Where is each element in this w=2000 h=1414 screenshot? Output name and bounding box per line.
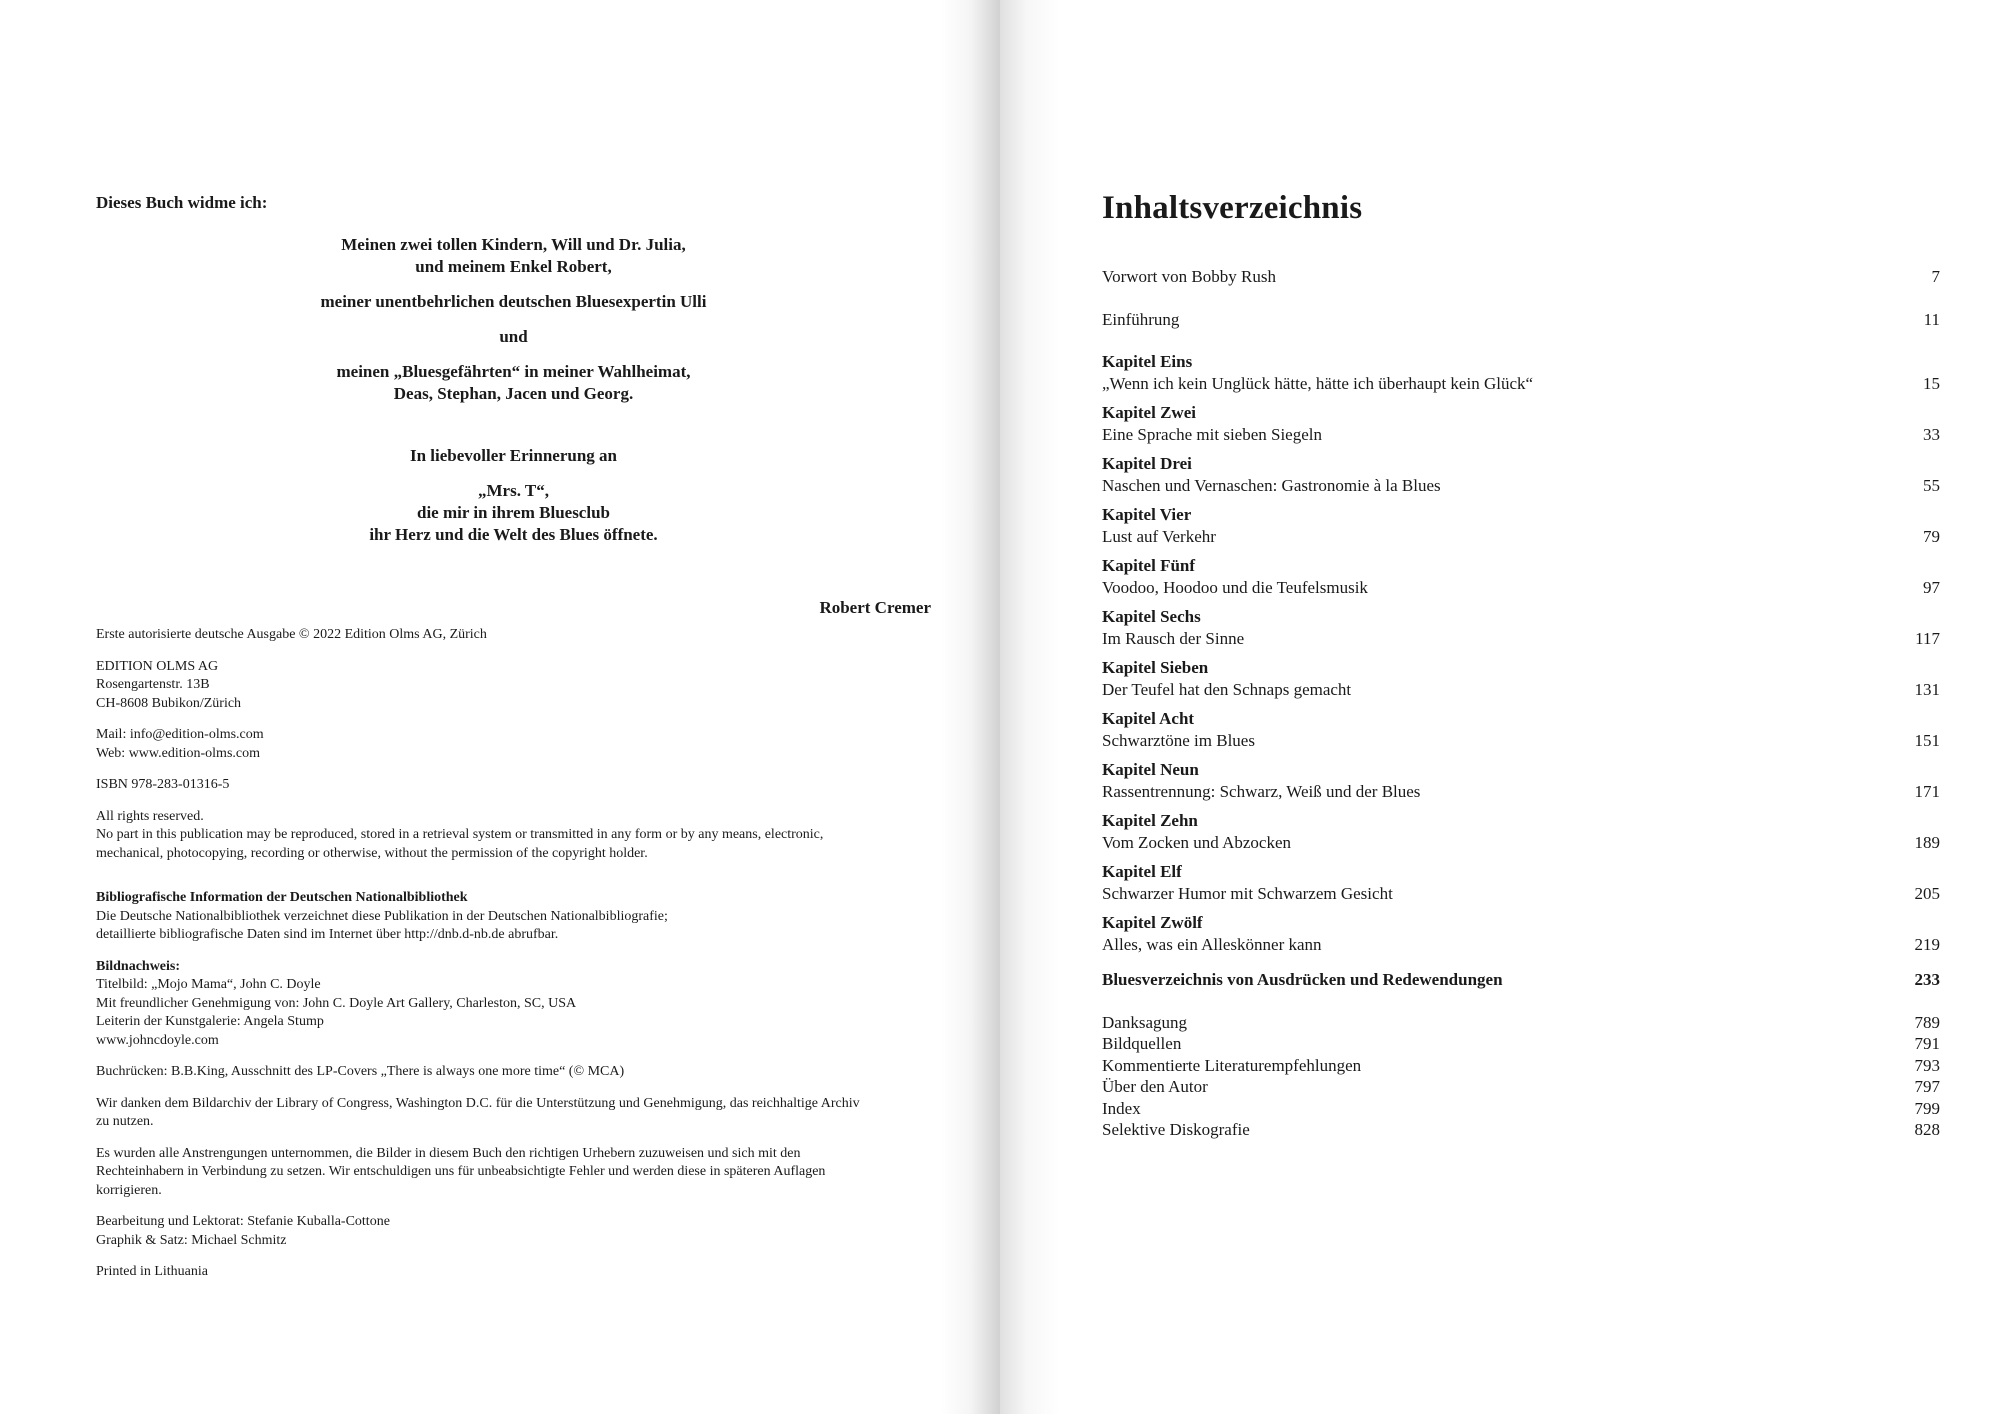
imprint-rights (96, 808, 956, 864)
toc-page-number: 797 (1914, 1077, 1940, 1096)
dedication-line: und (499, 327, 528, 346)
toc-entry (1102, 309, 1940, 331)
toc-chapter-label: Kapitel Zehn (1102, 811, 1198, 830)
imprint-line: Leiterin der Kunstgalerie: Angela Stump (96, 1014, 324, 1029)
toc-page-number: 117 (1915, 628, 1940, 648)
toc-page-number: 171 (1914, 781, 1940, 801)
toc-chapter-label: Kapitel Sieben (1102, 658, 1209, 677)
imprint-line: Rosengartenstr. 13B (96, 677, 210, 692)
toc-chapter-title: Lust auf Verkehr (1102, 526, 1216, 546)
imprint-publisher (96, 658, 956, 714)
toc-entry (1102, 1055, 1940, 1077)
imprint-line: All rights reserved. (96, 808, 204, 824)
toc-chapter (1102, 402, 1940, 445)
imprint-line: korrigieren. (96, 1182, 162, 1198)
toc-chapter-title: Eine Sprache mit sieben Siegeln (1102, 424, 1322, 444)
toc-entry-title: Index (1102, 1098, 1141, 1118)
toc-chapter (1102, 759, 1940, 802)
toc-chapter-label: Kapitel Vier (1102, 505, 1192, 524)
toc-page-number: 189 (1914, 832, 1940, 852)
toc-entry-title: Bildquellen (1102, 1034, 1182, 1053)
toc-entry (1102, 1098, 1940, 1120)
right-page (1000, 0, 2000, 1414)
imprint (96, 626, 956, 1295)
toc-chapter (1102, 708, 1940, 751)
gutter-shadow (1000, 0, 1060, 1414)
toc-chapter-label: Kapitel Elf (1102, 862, 1182, 881)
toc-chapter (1102, 861, 1940, 904)
toc-page-number: 151 (1914, 730, 1940, 750)
imprint-back-cover (96, 1063, 956, 1082)
toc-chapter-label: Kapitel Eins (1102, 352, 1193, 371)
toc-page-number: 233 (1914, 970, 1940, 989)
toc-title: Inhaltsverzeichnis (1102, 190, 1363, 226)
toc-chapter-title: Der Teufel hat den Schnaps gemacht (1102, 679, 1352, 699)
toc-entry-title: Einführung (1102, 309, 1180, 329)
toc-entry-title: Kommentierte Literaturempfehlungen (1102, 1055, 1362, 1075)
toc-page-number: 793 (1914, 1055, 1940, 1075)
toc-page-number: 79 (1923, 526, 1940, 546)
toc-page-number: 131 (1914, 679, 1940, 699)
imprint-line: Rechteinhabern in Verbindung zu setzen. Wir entschuldigen uns für unbeabsichtigte Fehler und werden diese in späteren Auflagen (96, 1164, 826, 1179)
imprint-line: Titelbild: „Mojo Mama“, John C. Doyle (96, 977, 321, 992)
imprint-line: Buchrücken: B.B.King, Ausschnitt des LP-Covers „There is always one more time“ (© MCA) (96, 1064, 625, 1079)
toc-chapter-title: Naschen und Vernaschen: Gastronomie à la Blues (1102, 475, 1441, 495)
imprint-web: Web: www.edition-olms.com (96, 745, 260, 761)
dedication-line: die mir in ihrem Bluesclub (416, 503, 610, 522)
dedication-line: Meinen zwei tollen Kindern, Will und Dr. Julia, (341, 235, 686, 254)
toc-entry (1102, 1076, 1940, 1098)
dedication-line: In liebevoller Erinnerung an (409, 446, 617, 465)
imprint-line: Es wurden alle Anstrengungen unternommen, die Bilder in diesem Buch den richtigen Urhebern zuzuweisen und sich mit den (96, 1145, 801, 1161)
imprint-line: mechanical, photocopying, recording or otherwise, without the permission of the copyright holder. (96, 845, 648, 861)
toc-page-number: 11 (1923, 309, 1940, 329)
imprint-line: ISBN 978-283-01316-5 (96, 777, 230, 792)
imprint-line: www.johncdoyle.com (96, 1032, 219, 1048)
table-of-contents (1102, 266, 1940, 1141)
imprint-line: CH-8608 Bubikon/Zürich (96, 695, 242, 711)
toc-chapter-label: Kapitel Drei (1102, 454, 1192, 473)
toc-chapter-label: Kapitel Zwei (1102, 403, 1196, 422)
dedication-line: „Mrs. T“, (478, 481, 549, 500)
toc-entry-title: Selektive Diskografie (1102, 1120, 1250, 1139)
imprint-thanks (96, 1095, 956, 1132)
toc-chapter (1102, 912, 1940, 955)
toc-entry-title: Vorwort von Bobby Rush (1102, 267, 1276, 286)
imprint-line: Die Deutsche Nationalbibliothek verzeichnet diese Publikation in der Deutschen Nationalbibliografie; (96, 908, 668, 924)
imprint-line: No part in this publication may be reproduced, stored in a retrieval system or transmitted in any form or by any means, electronic, (96, 827, 824, 842)
toc-page-number: 205 (1914, 883, 1940, 903)
toc-page-number: 791 (1914, 1034, 1940, 1053)
imprint-line: zu nutzen. (96, 1114, 154, 1129)
toc-page-number: 219 (1914, 934, 1940, 954)
imprint-mail: Mail: info@edition-olms.com (96, 727, 264, 742)
dedication-text (96, 234, 931, 559)
imprint-picture-credits-heading: Bildnachweis: (96, 958, 181, 974)
toc-page-number: 789 (1914, 1012, 1940, 1032)
dedication-line: Deas, Stephan, Jacen und Georg. (393, 384, 634, 403)
imprint-bibliography (96, 889, 956, 945)
toc-entry (1102, 266, 1940, 288)
imprint-line: detaillierte bibliografische Daten sind im Internet über http://dnb.d-nb.de abrufbar. (96, 927, 559, 942)
toc-page-number: 7 (1931, 267, 1940, 286)
dedication-line: meinen „Bluesgefährten“ in meiner Wahlheimat, (336, 362, 691, 381)
imprint-line: Graphik & Satz: Michael Schmitz (96, 1232, 287, 1248)
toc-entry-title: Danksagung (1102, 1012, 1187, 1032)
dedication-paragraph (96, 234, 931, 278)
toc-chapter-label: Kapitel Zwölf (1102, 913, 1203, 932)
toc-entry-title: Bluesverzeichnis von Ausdrücken und Redewendungen (1102, 970, 1503, 989)
imprint-disclaimer (96, 1145, 956, 1201)
imprint-line: Printed in Lithuania (96, 1264, 208, 1279)
toc-appendix (1102, 1012, 1940, 1141)
imprint-line: Mit freundlicher Genehmigung von: John C. Doyle Art Gallery, Charleston, SC, USA (96, 995, 577, 1011)
toc-chapter-title: Im Rausch der Sinne (1102, 628, 1245, 648)
imprint-line: Bearbeitung und Lektorat: Stefanie Kuballa-Cottone (96, 1214, 390, 1229)
toc-chapter-title: Alles, was ein Alleskönner kann (1102, 934, 1322, 954)
dedication-heading: Dieses Buch widme ich: (96, 193, 268, 212)
toc-chapter (1102, 504, 1940, 547)
toc-chapter (1102, 351, 1940, 394)
dedication-line: und meinem Enkel Robert, (415, 257, 612, 276)
toc-page-number: 97 (1923, 577, 1940, 597)
toc-page-number: 799 (1914, 1098, 1940, 1118)
toc-chapter (1102, 657, 1940, 700)
imprint-isbn (96, 776, 956, 795)
dedication-paragraph (96, 445, 931, 467)
toc-entry (1102, 1012, 1940, 1034)
dedication-paragraph (96, 291, 931, 313)
imprint-bibliography-heading: Bibliografische Information der Deutschen Nationalbibliothek (96, 890, 468, 905)
toc-chapter-label: Kapitel Sechs (1102, 607, 1201, 626)
dedication-paragraph (96, 326, 931, 348)
toc-page-number: 15 (1923, 373, 1940, 393)
imprint-edition (96, 626, 956, 645)
toc-chapter-title: Vom Zocken und Abzocken (1102, 832, 1292, 852)
imprint-line: Wir danken dem Bildarchiv der Library of Congress, Washington D.C. für die Unterstützung und Genehmigung, das reichhaltige Archiv (96, 1095, 860, 1111)
dedication-paragraph (96, 361, 931, 405)
imprint-line: Erste autorisierte deutsche Ausgabe © 2022 Edition Olms AG, Zürich (96, 627, 487, 642)
imprint-contact (96, 726, 956, 763)
toc-page-number: 33 (1923, 424, 1940, 444)
toc-entry (1102, 1033, 1940, 1055)
toc-chapter-title: Voodoo, Hoodoo und die Teufelsmusik (1102, 577, 1368, 597)
dedication-paragraph (96, 480, 931, 546)
imprint-credits (96, 1213, 956, 1250)
toc-page-number: 55 (1923, 475, 1940, 495)
toc-chapter (1102, 810, 1940, 853)
toc-chapter-title: „Wenn ich kein Unglück hätte, hätte ich überhaupt kein Glück“ (1102, 373, 1534, 393)
toc-chapter-title: Schwarztöne im Blues (1102, 730, 1255, 750)
toc-chapter-label: Kapitel Fünf (1102, 556, 1196, 575)
dedication-signature: Robert Cremer (819, 598, 931, 617)
toc-glossary (1102, 969, 1940, 991)
toc-chapter-label: Kapitel Neun (1102, 760, 1199, 779)
toc-chapter-label: Kapitel Acht (1102, 709, 1195, 728)
dedication-line: ihr Herz und die Welt des Blues öffnete. (369, 525, 658, 544)
toc-chapter-title: Rassentrennung: Schwarz, Weiß und der Blues (1102, 781, 1421, 801)
imprint-picture-credits (96, 958, 956, 1051)
toc-chapter (1102, 555, 1940, 598)
toc-entry (1102, 1119, 1940, 1141)
toc-chapter (1102, 606, 1940, 649)
imprint-line: EDITION OLMS AG (96, 658, 219, 674)
imprint-printed (96, 1263, 956, 1282)
toc-chapter-title: Schwarzer Humor mit Schwarzem Gesicht (1102, 883, 1393, 903)
toc-entry-title: Über den Autor (1102, 1077, 1208, 1096)
toc-page-number: 828 (1914, 1120, 1940, 1139)
dedication-line: meiner unentbehrlichen deutschen Bluesexpertin Ulli (320, 292, 707, 311)
toc-chapter (1102, 453, 1940, 496)
